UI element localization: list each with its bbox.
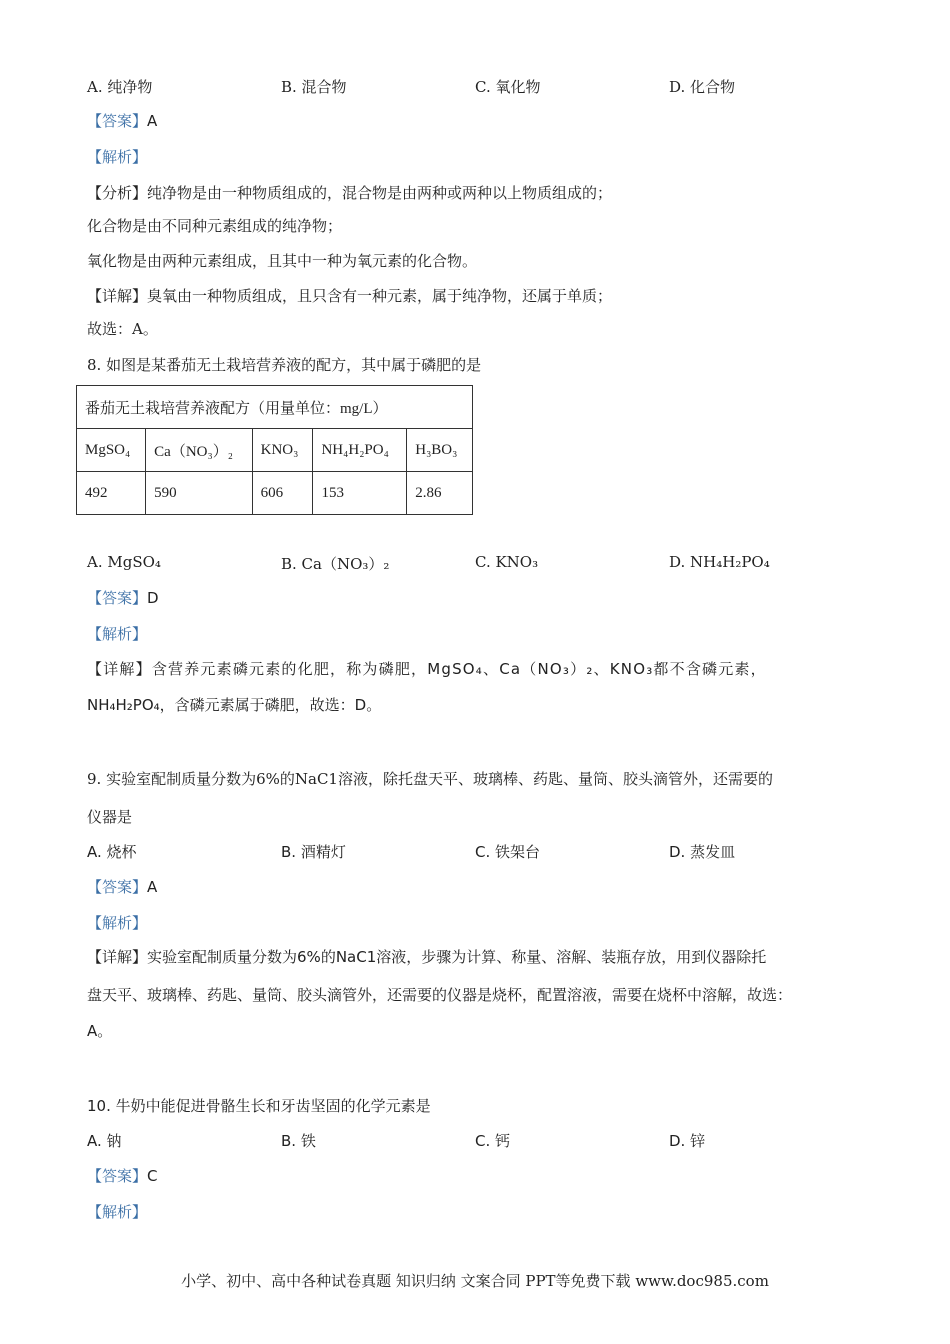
detail-tag: 【详解】 [87, 948, 148, 966]
q7-option-d: D. 化合物 [669, 78, 736, 96]
q9-answer-row [87, 876, 157, 897]
q9-stem-line2: 仪器是 [87, 808, 133, 826]
q9-option-c: C. 铁架台 [475, 843, 541, 861]
q8-option-d: D. NH₄H₂PO₄ [669, 553, 770, 571]
table-header-cell: NH₄H₂PO₄ [313, 429, 407, 472]
q9-detail-line3: A。 [87, 1022, 113, 1040]
q9-detail-line1: 【详解】实验室配制质量分数为6%的NaC1溶液，步骤为计算、称量、溶解、装瓶存放，用到仪器除托 [87, 948, 767, 966]
q10-option-d: D. 锌 [669, 1132, 706, 1150]
q7-analysis-tag: 【解析】 [87, 148, 148, 166]
q8-answer: D [147, 589, 159, 607]
q9-option-d: D. 蒸发皿 [669, 843, 736, 861]
table-header-cell: KNO₃ [252, 429, 313, 472]
q7-detail-line2: 故选：A。 [87, 320, 158, 338]
table-cell: 2.86 [407, 472, 473, 515]
q7-fenxi-line3: 氧化物是由两种元素组成，且其中一种为氧元素的化合物。 [87, 252, 478, 270]
answer-tag: 【答案】 [87, 878, 148, 896]
q9-option-a: A. 烧杯 [87, 843, 137, 861]
q7-fenxi-line2: 化合物是由不同种元素组成的纯净物； [87, 217, 343, 235]
q8-option-a: A. MgSO₄ [87, 553, 161, 571]
q9-detail-line2: 盘天平、玻璃棒、药匙、量筒、胶头滴管外，还需要的仪器是烧杯，配置溶液，需要在烧杯中溶解，故选： [87, 986, 793, 1004]
answer-tag: 【答案】 [87, 112, 148, 130]
table-cell: 153 [313, 472, 407, 515]
q7-option-b: B. 混合物 [281, 78, 347, 96]
q8-answer-row [87, 587, 159, 608]
detail-tag: 【详解】 [87, 287, 148, 305]
table-cell: 590 [146, 472, 252, 515]
nutrient-table [76, 385, 473, 515]
q10-answer: C [147, 1167, 158, 1185]
q7-option-c: C. 氧化物 [475, 78, 541, 96]
q9-option-b: B. 酒精灯 [281, 843, 346, 861]
q7-fenxi-line1: 【分析】纯净物是由一种物质组成的，混合物是由两种或两种以上物质组成的； [87, 184, 613, 202]
answer-tag: 【答案】 [87, 589, 148, 607]
q7-detail-line1: 【详解】臭氧由一种物质组成，且只含有一种元素，属于纯净物，还属于单质； [87, 287, 613, 305]
q8-analysis-tag: 【解析】 [87, 625, 148, 643]
table-header-cell: MgSO₄ [77, 429, 146, 472]
q8-detail-line1: 【详解】含营养元素磷元素的化肥，称为磷肥，MgSO₄、Ca（NO₃）₂、KNO₃都不含磷元素， [87, 660, 767, 678]
q9-answer: A [147, 878, 158, 896]
q10-stem: 10. 牛奶中能促进骨骼生长和牙齿坚固的化学元素是 [87, 1097, 431, 1115]
q10-answer-row [87, 1165, 158, 1186]
q7-option-a: A. 纯净物 [87, 78, 153, 96]
q9-stem-line1: 9. 实验室配制质量分数为6%的NaC1溶液，除托盘天平、玻璃棒、药匙、量筒、胶头滴管外，还需要的 [87, 770, 773, 788]
q10-option-b: B. 铁 [281, 1132, 316, 1150]
table-header-row [77, 429, 473, 472]
q10-option-c: C. 钙 [475, 1132, 511, 1150]
q10-analysis-tag: 【解析】 [87, 1203, 148, 1221]
q8-option-c: C. KNO₃ [475, 553, 539, 571]
q8-detail-line2: NH₄H₂PO₄，含磷元素属于磷肥，故选：D。 [87, 696, 382, 714]
q7-answer: A [147, 112, 158, 130]
table-row [77, 472, 473, 515]
table-caption: 番茄无土栽培营养液配方（用量单位：mg/L） [77, 386, 473, 429]
q8-stem: 8. 如图是某番茄无土栽培营养液的配方，其中属于磷肥的是 [87, 356, 482, 374]
table-header-cell: H₃BO₃ [407, 429, 473, 472]
q9-analysis-tag: 【解析】 [87, 914, 148, 932]
answer-tag: 【答案】 [87, 1167, 148, 1185]
fenxi-tag: 【分析】 [87, 184, 148, 202]
table-cell: 492 [77, 472, 146, 515]
table-header-cell: Ca（NO₃）₂ [146, 429, 252, 472]
q7-answer-row [87, 110, 157, 131]
table-cell: 606 [252, 472, 313, 515]
q10-option-a: A. 钠 [87, 1132, 122, 1150]
detail-tag: 【详解】 [87, 660, 152, 678]
q8-option-b: B. Ca（NO₃）₂ [281, 555, 390, 573]
page-footer: 小学、初中、高中各种试卷真题 知识归纳 文案合同 PPT等免费下载 www.doc985.com [181, 1272, 769, 1290]
